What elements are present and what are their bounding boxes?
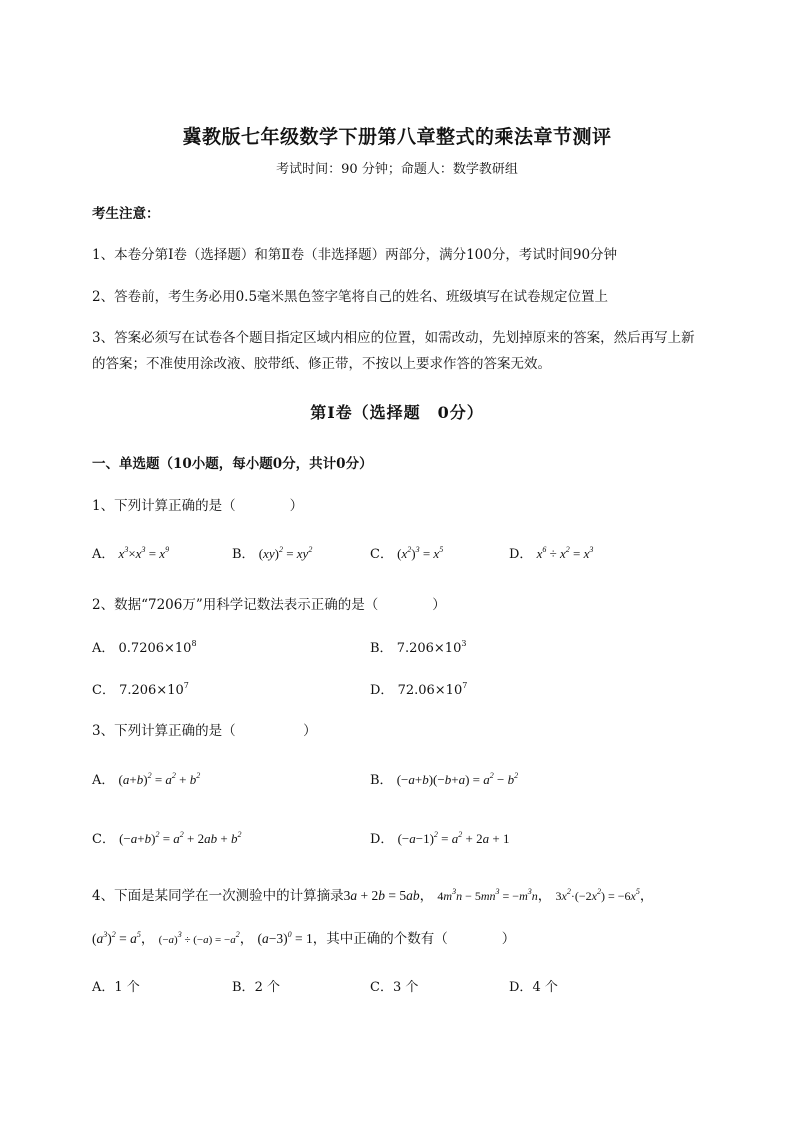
q4-option-b: [232, 976, 280, 995]
question-4-stem-line2: $(a^3)^2 = a^5$， $(-a)^3 \div (-a) = -a^2$， $(a-3)^0 = 1$，其中正确的个数有（ ）: [92, 930, 516, 947]
section-title: 第I卷（选择题 0分）: [310, 403, 484, 422]
q1-option-a: [92, 543, 169, 562]
q1-option-d: [509, 543, 593, 562]
q4-expr-6: $(a-3)^0 = 1$: [257, 930, 313, 946]
q1-option-c-expr: $(x^2)^3 = x^5$: [397, 545, 444, 561]
notice-item-3: 3、答案必须写在试卷各个题目指定区域内相应的位置，如需改动，先划掉原来的答案，然后再写上新: [92, 330, 695, 346]
q2-option-a: [92, 637, 197, 656]
question-1-stem: 1、下列计算正确的是（ ）: [92, 498, 304, 514]
q2-option-d: [370, 679, 467, 698]
q2-option-a-expr: $0.7206\times 10^8$: [118, 639, 197, 656]
q2-option-c-expr: $7.206\times 10^7$: [119, 681, 189, 698]
q1-option-c-label: C．: [370, 547, 393, 562]
q2-option-c-label: C．: [92, 683, 115, 698]
q3-option-c-expr: $(-a+b)^2 = a^2 + 2ab + b^2$: [119, 830, 242, 846]
q2-option-a-label: A．: [92, 641, 115, 656]
q3-option-d: [370, 828, 509, 847]
q3-option-d-label: D．: [370, 832, 394, 847]
q4-expr-2: $4m^3n - 5mn^3 = -m^3n$: [437, 887, 538, 903]
q1-option-b: [232, 543, 312, 562]
q2-option-b-label: B．: [370, 641, 393, 656]
part-heading: 一、单选题（10小题，每小题0分，共计0分）: [92, 456, 373, 472]
q1-option-c: [370, 543, 443, 562]
notice-item-1: 1、本卷分第I卷（选择题）和第Ⅱ卷（非选择题）两部分，满分100分，考试时间90分钟: [92, 247, 618, 263]
notice-item-3-cont: 的答案；不准使用涂改液、胶带纸、修正带，不按以上要求作答的答案无效。: [92, 356, 551, 372]
q2-option-d-expr: $72.06\times 10^7$: [397, 681, 468, 698]
notice-item-2: 2、答卷前，考生务必用0.5毫米黑色签字笔将自己的姓名、班级填写在试卷规定位置上: [92, 289, 609, 305]
q4-option-c-text: 3 个: [392, 980, 419, 995]
q3-option-c: [92, 828, 241, 847]
question-3-stem: 3、下列计算正确的是（ ）: [92, 723, 317, 739]
q4-expr-1: 3a + 2b = 5ab: [343, 888, 420, 903]
q2-option-c: [92, 679, 189, 698]
q4-option-b-text: 2 个: [254, 980, 280, 995]
exam-info: 考试时间：90 分钟；命题人：数学教研组: [276, 162, 518, 177]
q4-option-d: [509, 976, 558, 995]
q3-option-b-label: B．: [370, 773, 393, 788]
q3-option-d-expr: $(-a-1)^2 = a^2 + 2a + 1$: [397, 830, 510, 846]
question-4-stem-line1: 4、下面是某同学在一次测验中的计算摘录3a + 2b = 5ab， $4m^3n - 5mn^3 = -m^3n$， $3x^2\cdot(-2x^2) = -6x^5$，: [92, 887, 654, 904]
q1-option-d-label: D．: [509, 547, 533, 562]
q4-option-a-label: A．: [92, 980, 115, 995]
question-2-stem: 2、数据“7206万”用科学记数法表示正确的是（ ）: [92, 597, 446, 613]
notice-heading: 考生注意：: [92, 206, 160, 222]
q3-option-c-label: C．: [92, 832, 115, 847]
q1-option-d-expr: $x^6 \div x^2 = x^3$: [536, 545, 594, 561]
q3-option-a-expr: $(a+b)^2 = a^2 + b^2$: [118, 771, 201, 787]
q3-option-a-label: A．: [92, 773, 115, 788]
q4-option-c: [370, 976, 418, 995]
question-4-stem-prefix: 4、下面是某同学在一次测验中的计算摘录: [92, 888, 344, 904]
q4-option-b-label: B．: [232, 980, 255, 995]
q4-option-c-label: C．: [370, 980, 393, 995]
q2-option-b-expr: $7.206\times 10^3$: [396, 639, 467, 656]
q4-option-d-text: 4 个: [532, 980, 558, 995]
q1-option-a-label: A．: [92, 547, 115, 562]
q4-expr-5: $(-a)^3 \div (-a) = -a^2$: [158, 930, 240, 946]
q4-option-d-label: D．: [509, 980, 533, 995]
page-title: 冀教版七年级数学下册第八章整式的乘法章节测评: [182, 126, 612, 148]
q3-option-b-expr: $(-a+b)(-b+a) = a^2 - b^2$: [396, 771, 519, 787]
question-4-stem-suffix: ，其中正确的个数有（ ）: [312, 931, 516, 947]
q4-option-a: [92, 976, 140, 995]
q3-option-b: [370, 769, 518, 788]
q1-option-a-expr: $x^3\times x^3 = x^9$: [118, 545, 170, 561]
q4-expr-3: $3x^2\cdot(-2x^2) = -6x^5$: [555, 887, 640, 903]
q3-option-a: [92, 769, 200, 788]
q4-expr-4: $(a^3)^2 = a^5$: [92, 930, 141, 946]
q2-option-b: [370, 637, 466, 656]
q4-option-a-text: 1 个: [114, 980, 140, 995]
q1-option-b-expr: $(xy)^2 = xy^2$: [258, 545, 313, 561]
q1-option-b-label: B．: [232, 547, 255, 562]
q2-option-d-label: D．: [370, 683, 394, 698]
